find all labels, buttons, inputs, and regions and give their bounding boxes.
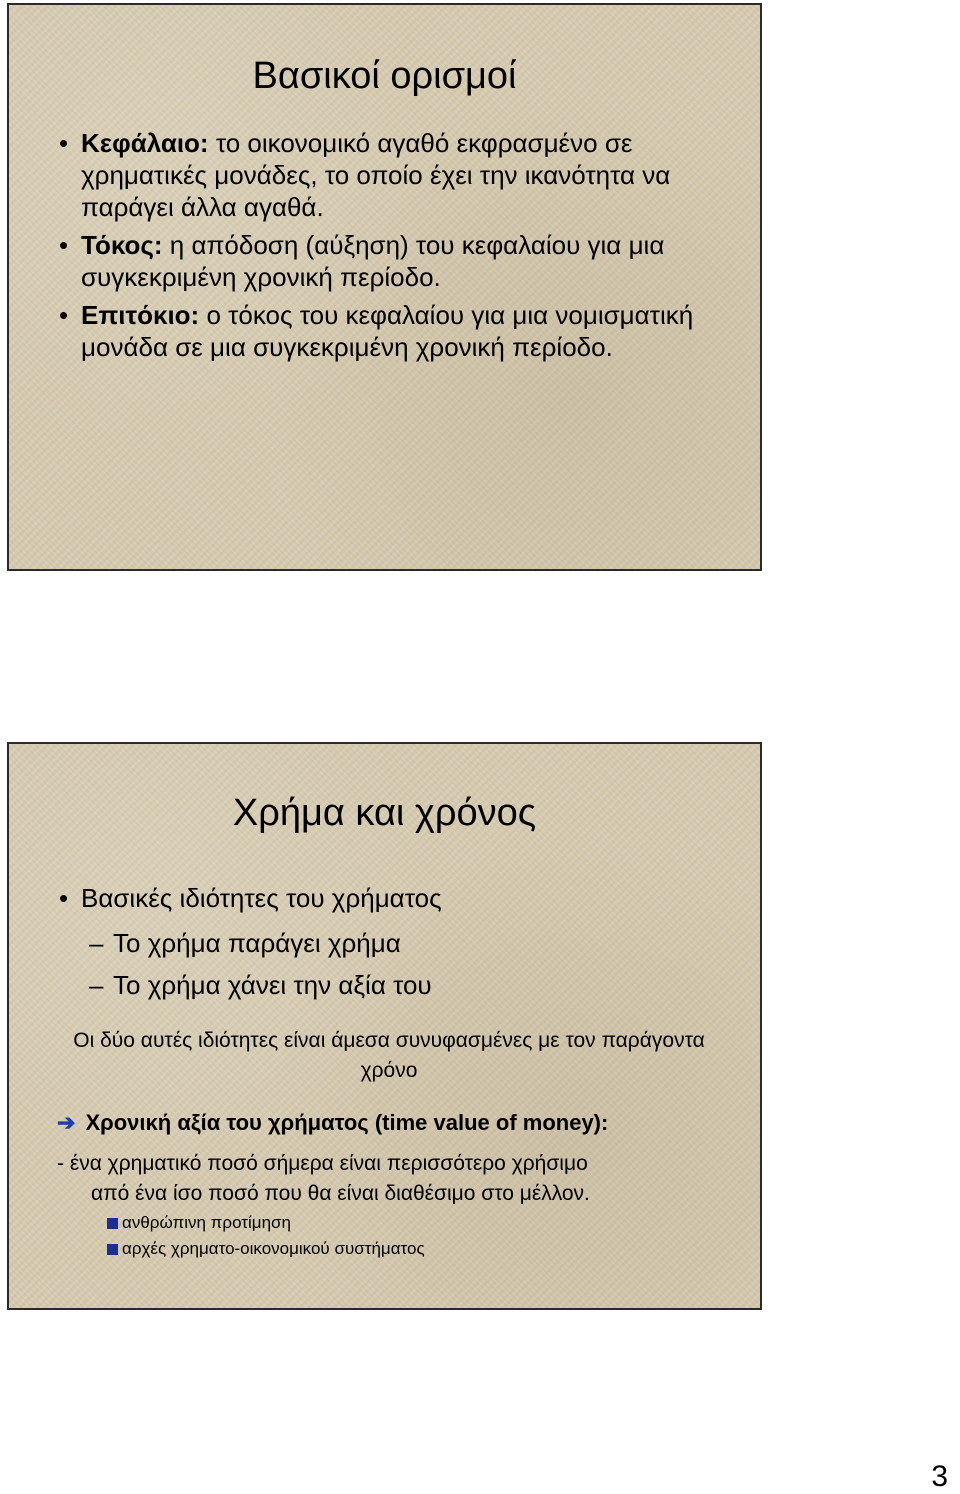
list-item: • Βασικές ιδιότητες του χρήματος xyxy=(59,882,730,914)
reason-text: αρχές χρηματο-οικονομικού συστήματος xyxy=(122,1239,425,1258)
sub-properties-list xyxy=(89,922,432,1006)
time-value-heading xyxy=(57,1110,608,1136)
time-value-text: Χρονική αξία του χρήματος (time value of money): xyxy=(85,1110,609,1135)
list-item xyxy=(59,229,730,293)
slide-money-and-time xyxy=(7,742,762,1310)
list-item xyxy=(59,299,730,363)
list-item xyxy=(107,1236,425,1262)
explanation-line: - ένα χρηματικό ποσό σήμερα είναι περισσότερο χρήσιμο xyxy=(57,1152,588,1175)
square-bullet-icon xyxy=(107,1218,118,1229)
reason-text: ανθρώπινη προτίμηση xyxy=(122,1213,291,1232)
definition-text: η απόδοση (αύξηση) του κεφαλαίου για μια συγκεκριμένη χρονική περίοδο. xyxy=(81,230,665,292)
time-value-explanation xyxy=(57,1149,747,1209)
explanation-line: από ένα ίσο ποσό που θα είναι διαθέσιμο στο μέλλον. xyxy=(91,1182,590,1205)
list-item xyxy=(59,127,730,223)
properties-note: Οι δύο αυτές ιδιότητες είναι άμεσα συνυφασμένες με τον παράγοντα χρόνο xyxy=(73,1029,705,1082)
definition-text: το οικονομικό αγαθό εκφρασμένο σε χρηματικές μονάδες, το οποίο έχει την ικανότητα να παράγει άλλα αγαθά. xyxy=(81,128,671,222)
slide-title: Βασικοί ορισμοί xyxy=(252,55,517,97)
definition-term: Επιτόκιο: xyxy=(81,300,200,330)
definition-term: Κεφάλαιο: xyxy=(81,128,209,158)
definitions-list xyxy=(59,127,730,369)
reasons-list xyxy=(107,1210,425,1262)
definition-term: Τόκος: xyxy=(81,230,163,260)
slide-basic-definitions xyxy=(7,3,762,571)
square-bullet-icon xyxy=(107,1244,118,1255)
page-number: 3 xyxy=(931,1460,948,1493)
definition-text: ο τόκος του κεφαλαίου για μια νομισματική μονάδα σε μια συγκεκριμένη χρονική περίοδο. xyxy=(81,300,694,362)
properties-list xyxy=(59,882,730,920)
sub-list-item: – Το χρήμα χάνει την αξία του xyxy=(89,964,432,1006)
arrow-right-icon: ➔ xyxy=(57,1110,76,1135)
slide-title: Χρήμα και χρόνος xyxy=(232,792,537,834)
list-item xyxy=(107,1210,425,1236)
sub-list-item: – Το χρήμα παράγει χρήμα xyxy=(89,922,432,964)
